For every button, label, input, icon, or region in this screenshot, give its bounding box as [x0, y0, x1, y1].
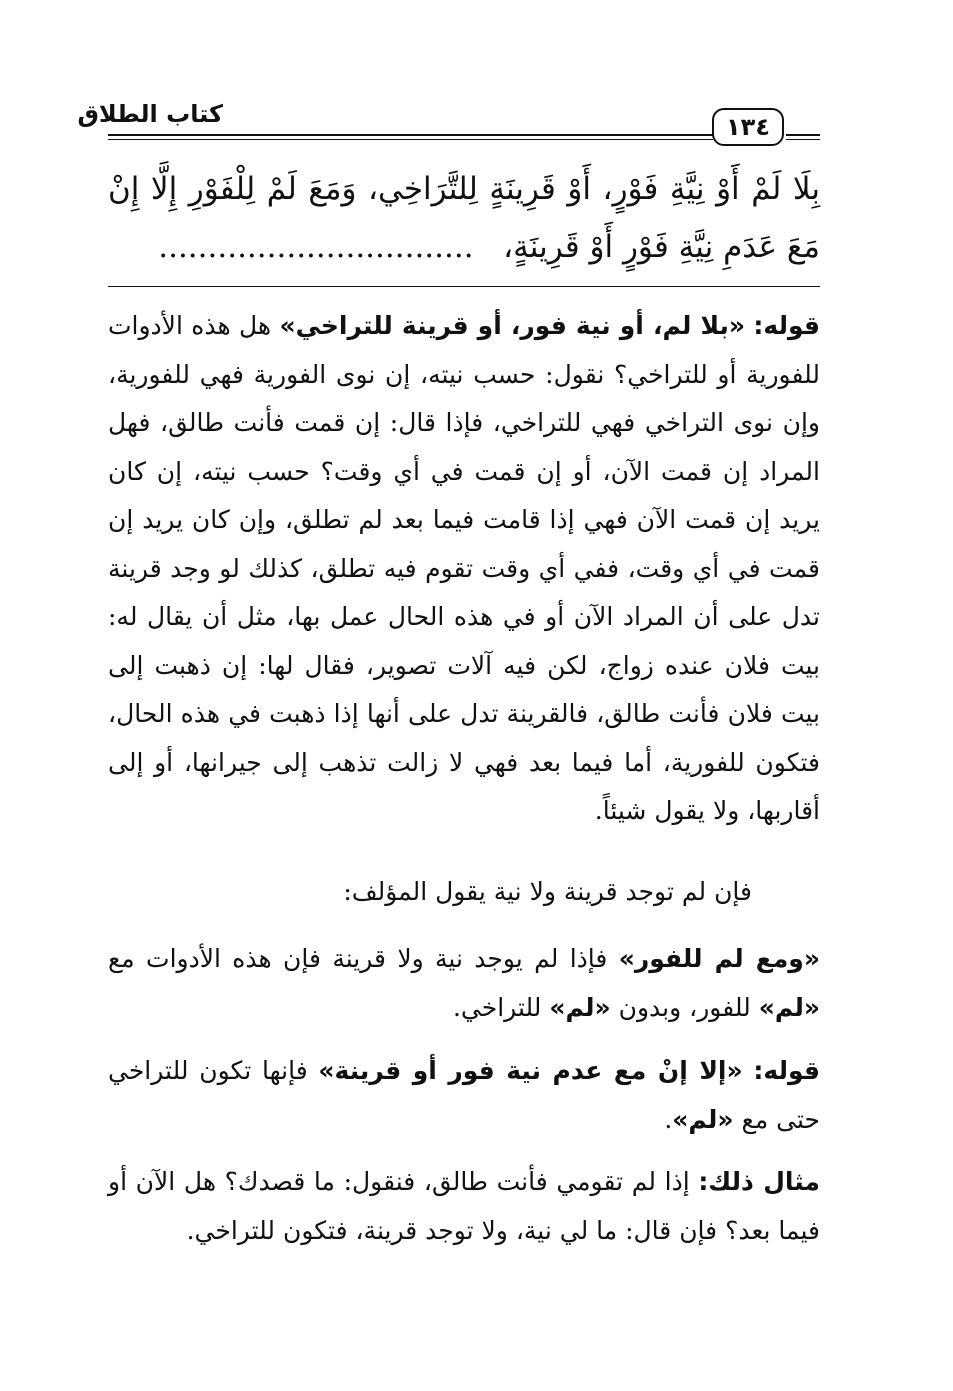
paragraph-text: . [664, 1104, 673, 1134]
quoted-matn: «إلا إنْ مع عدم نية فور أو قرينة» [318, 1056, 743, 1085]
header-rule [108, 134, 713, 136]
commentary-paragraph-5 [108, 1158, 820, 1255]
paragraph-lead: قوله: [753, 1056, 820, 1085]
header-rule-right [786, 134, 820, 136]
quoted-word: «لم» [672, 1104, 734, 1134]
paragraph-text: فإنها تكون للتراخي حتى مع [108, 1056, 820, 1134]
commentary-paragraph-4 [108, 1047, 820, 1144]
paragraph-text: فإذا لم يوجد نية ولا قرينة فإن هذه الأدوات مع [108, 944, 608, 973]
paragraph-text: للفور، وبدون [618, 992, 751, 1022]
paragraph-text: إذا لم تقومي فأنت طالق، فنقول: ما قصدك؟ هل الآن أو فيما بعد؟ فإن قال: ما لي نية، ولا توجد قرينة، فتكون للتراخي. [108, 1167, 820, 1245]
running-header-title: كتاب الطلاق [77, 100, 223, 128]
commentary-paragraph-2 [108, 868, 820, 917]
quoted-matn: «ومع لم للفور» [618, 944, 820, 973]
paragraph-text: فإن لم توجد قرينة ولا نية يقول المؤلف: [343, 877, 752, 906]
commentary-paragraph-3 [108, 935, 820, 1032]
header-rule-right-thin [786, 139, 820, 140]
page-number: ١٣٤ [712, 108, 784, 146]
quoted-word: «لم» [758, 992, 820, 1022]
matn-line-2-text: مَعَ عَدَمِ نِيَّةِ فَوْرٍ أَوْ قَرِينَةٍ، [503, 229, 820, 265]
paragraph-lead: مثال ذلك: [698, 1167, 820, 1196]
paragraph-lead: قوله: [753, 311, 820, 340]
header-rule-thin [108, 139, 713, 140]
quoted-word: «لم» [549, 992, 611, 1022]
matn-line-2 [108, 218, 820, 276]
commentary-paragraph-1 [108, 302, 820, 836]
quoted-matn: «بلا لم، أو نية فور، أو قرينة للتراخي» [279, 311, 746, 340]
matn-text [108, 160, 820, 276]
matn-line-1: بِلَا لَمْ أَوْ نِيَّةِ فَوْرٍ، أَوْ قَرِينَةٍ لِلتَّرَاخِي، وَمَعَ لَمْ لِلْفَوْرِ إِلَّا إِنْ [108, 171, 820, 207]
paragraph-text: هل هذه الأدوات للفورية أو للتراخي؟ نقول: حسب نيته، إن نوى الفورية فهي للفورية، وإن نوى التراخي فهي للتراخي، فإذا قال: إن قمت فأنت طالق، فهل المراد إن قمت الآن، أو إن قمت في أي وقت؟ حسب نيته، إن كان يريد إن قمت الآن فهي إذا قامت فيما بعد لم تطلق، وإن كان يريد إن قمت في أي وقت، ففي أي وقت تقوم فيه تطلق، كذلك لو وجد قرينة تدل على أن المراد الآن أو في هذه الحال عمل بها، مثل أن يقال له: بيت فلان عنده زواج، لكن فيه آلات تصوير، فقال لها: إن ذهبت إلى بيت فلان فأنت طالق، فالقرينة تدل على أنها إذا ذهبت في هذه الحال، فتكون للفورية، أما فيما بعد فهي لا زالت تذهب إلى جيرانها، أو إلى أقاربها، ولا يقول شيئاً. [108, 311, 820, 825]
matn-separator [108, 286, 820, 287]
paragraph-text: للتراخي. [452, 992, 542, 1022]
matn-dots: ................................ [158, 229, 474, 265]
